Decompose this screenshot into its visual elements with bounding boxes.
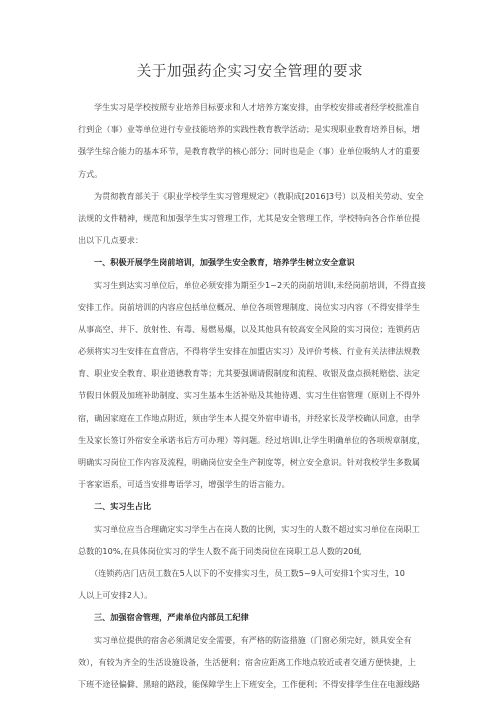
paragraph-line: （连锁药店门店员工数在5人以下的不安排实习生，员工数5~9人可安排1个实习生，10: [90, 567, 405, 578]
paragraph-line: 学生实习是学校按照专业培养目标要求和人才培养方案安排，由学校安排或者经学校批准自: [94, 102, 420, 112]
paragraph-line: 实习单位提供的宿舍必须满足安全需要，有严格的防盗措施（门窗必须完好，锁具安全有: [94, 634, 412, 645]
document-body: [78, 96, 426, 695]
section-heading: 三、加强宿舍管理，严肃单位内部员工纪律: [94, 612, 249, 623]
section-heading: 一、积极开展学生岗前培训，加强学生安全教育，培养学生树立安全意识: [94, 257, 355, 268]
paragraph-line: 行到企（事）业等单位进行专业技能培养的实践性教育教学活动；是实现职业教育培养目标，增: [78, 124, 421, 135]
paragraph-line: 必须将实习生安排在直营店，不得将学生安排在加盟店实习）及评价考核、行业有关法律法规教: [78, 346, 421, 357]
paragraph-line: 法规的文件精神，规范和加强学生实习管理工作，尤其是安全管理工作，学校特向各合作单位提: [78, 212, 421, 223]
paragraph-line: 下班不途径偏僻、黑暗的路段，能保障学生上下班安全，工作便利；不得安排学生住在电源线路: [78, 678, 421, 689]
paragraph-line: 效），有较为齐全的生活设施设备，生活便利；宿舍应距离工作地点较近或者交通方便快捷，上: [78, 656, 416, 667]
paragraph-line: 实习生到达实习单位后，单位必须安排为期至少1~2天的岗前培训I,未经岗前培训，不得直接: [94, 279, 426, 290]
section-heading: 二、实习生占比: [94, 501, 152, 512]
paragraph-line: 安排工作。岗前培训的内容应包括单位概况、单位各项管理制度、岗位实习内容（不得安排学生: [78, 301, 421, 312]
paragraph-line: 强学生综合能力的基本环节，是教育教学的核心部分；同时也是企（事）业单位吸纳人才的重要: [78, 146, 421, 157]
paragraph-line: 为贯彻教育部关于《职业学校学生实习管理规定》（教职成[2016]3号）以及相关劳动、安全: [94, 190, 424, 201]
paragraph-line: 人以上可安排2人）。: [78, 590, 153, 601]
paragraph-line: 从事高空、井下、放射性、有毒、易燃易爆，以及其他具有较高安全风险的实习岗位；连锁药店: [78, 323, 421, 334]
paragraph-line: 明确实习岗位工作内容及流程，明确岗位安全生产制度等，树立安全意识。针对我校学生多数属: [78, 457, 421, 467]
paragraph-line: 实习单位应当合理确定实习学生占在岗人数的比例，实习生的人数不超过实习单位在岗职工: [94, 523, 420, 534]
document-title: 关于加强药企实习安全管理的要求: [136, 64, 364, 80]
paragraph-line: 育、职业安全教育、职业道德教育等；尤其要强调请假制度和流程、收银及盘点损耗赔偿、法定: [78, 368, 421, 379]
paragraph-line: 于客家语系，可适当安排粤语学习，增强学生的语言能力。: [78, 479, 290, 490]
paragraph-line: 出以下几点要求：: [78, 235, 144, 246]
paragraph-line: 方式。: [78, 168, 103, 179]
paragraph-line: 生及家长签订外宿安全承诺书后方可办理）等问题。经过培训I,让学生明确单位的各项规章制度，: [78, 434, 426, 445]
paragraph-line: 总数的10%,在具体岗位实习的学生人数不高于同类岗位在岗职工总人数的20虬: [78, 545, 362, 556]
paragraph-line: 节假日休假及加班补助制度、实习生基本生活补贴及其他待遇、实习生住宿管理（原则上不得外: [78, 390, 421, 401]
paragraph-line: 宿，确因家庭在工作地点附近，须由学生本人提交外宿申请书，并经家长及学校确认同意，由学: [78, 412, 421, 423]
